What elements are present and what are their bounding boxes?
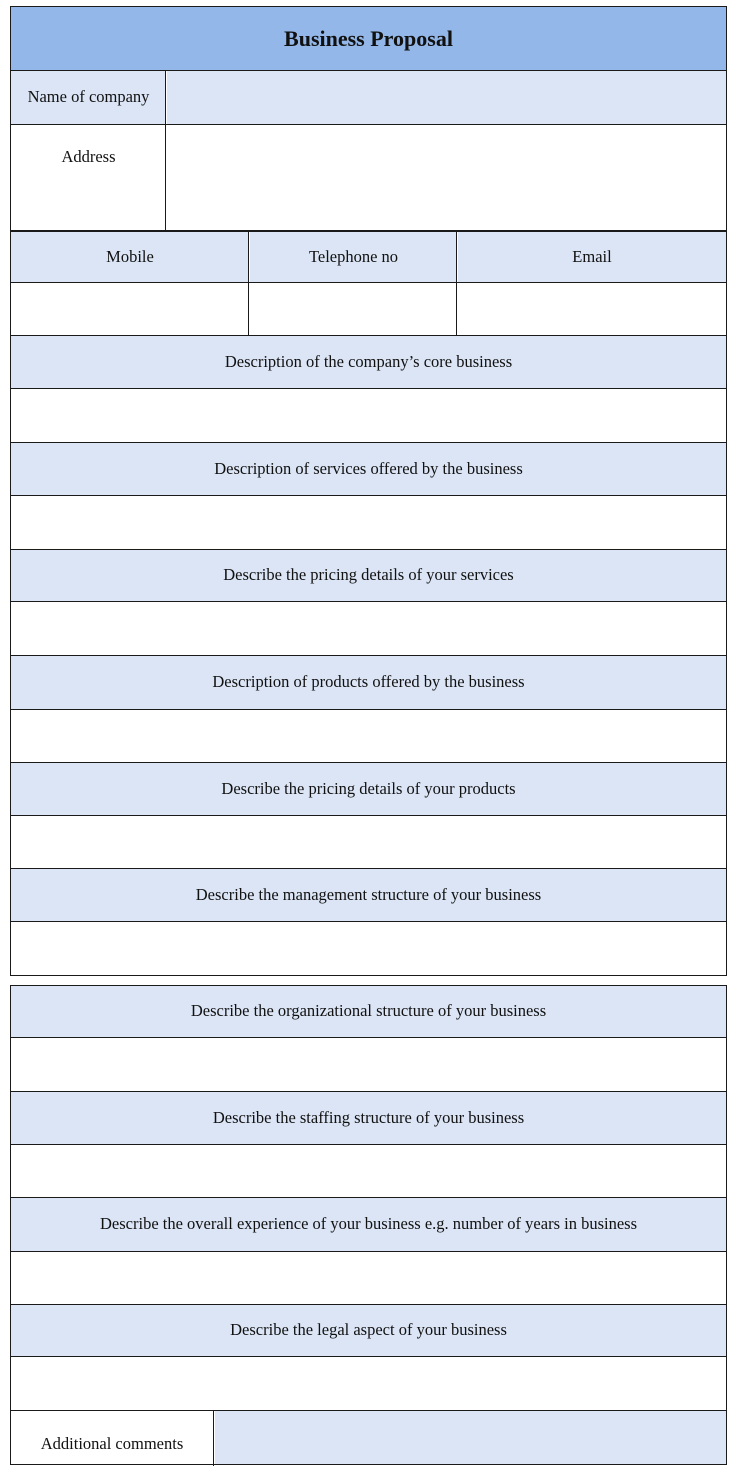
mobile-field[interactable]	[11, 283, 249, 335]
email-label: Email	[458, 232, 726, 282]
products-pricing-label: Describe the pricing details of your products	[11, 763, 726, 815]
legal-aspect-label: Describe the legal aspect of your business	[11, 1305, 726, 1356]
business-proposal-form-continued	[10, 985, 727, 1465]
email-field[interactable]	[458, 283, 726, 335]
experience-field[interactable]	[11, 1252, 726, 1304]
organizational-structure-field[interactable]	[11, 1038, 726, 1091]
additional-comments-label: Additional comments	[40, 1434, 184, 1454]
services-label: Description of services offered by the business	[11, 443, 726, 495]
additional-comments-field[interactable]	[215, 1411, 726, 1464]
mobile-label: Mobile	[11, 232, 249, 282]
staffing-structure-label: Describe the staffing structure of your business	[11, 1092, 726, 1144]
divider	[213, 1410, 214, 1466]
telephone-label: Telephone no	[250, 232, 457, 282]
address-field[interactable]	[167, 125, 726, 229]
divider	[165, 70, 166, 230]
company-name-label: Name of company	[11, 71, 166, 124]
services-pricing-field[interactable]	[11, 602, 726, 655]
divider	[456, 230, 457, 336]
services-field[interactable]	[11, 496, 726, 549]
address-label: Address	[61, 147, 116, 166]
experience-label: Describe the overall experience of your business e.g. number of years in business	[11, 1198, 726, 1251]
legal-aspect-field[interactable]	[11, 1357, 726, 1410]
management-structure-field[interactable]	[11, 922, 726, 974]
management-structure-label: Describe the management structure of your business	[11, 869, 726, 921]
business-proposal-form	[10, 6, 727, 976]
form-title: Business Proposal	[11, 7, 726, 70]
divider	[248, 230, 249, 336]
products-pricing-field[interactable]	[11, 816, 726, 868]
core-business-field[interactable]	[11, 389, 726, 442]
products-label: Description of products offered by the business	[11, 656, 726, 709]
organizational-structure-label: Describe the organizational structure of your business	[11, 986, 726, 1037]
telephone-field[interactable]	[250, 283, 457, 335]
services-pricing-label: Describe the pricing details of your services	[11, 550, 726, 601]
staffing-structure-field[interactable]	[11, 1145, 726, 1197]
core-business-label: Description of the company’s core business	[11, 336, 726, 388]
company-name-field[interactable]	[167, 71, 726, 124]
products-field[interactable]	[11, 710, 726, 762]
